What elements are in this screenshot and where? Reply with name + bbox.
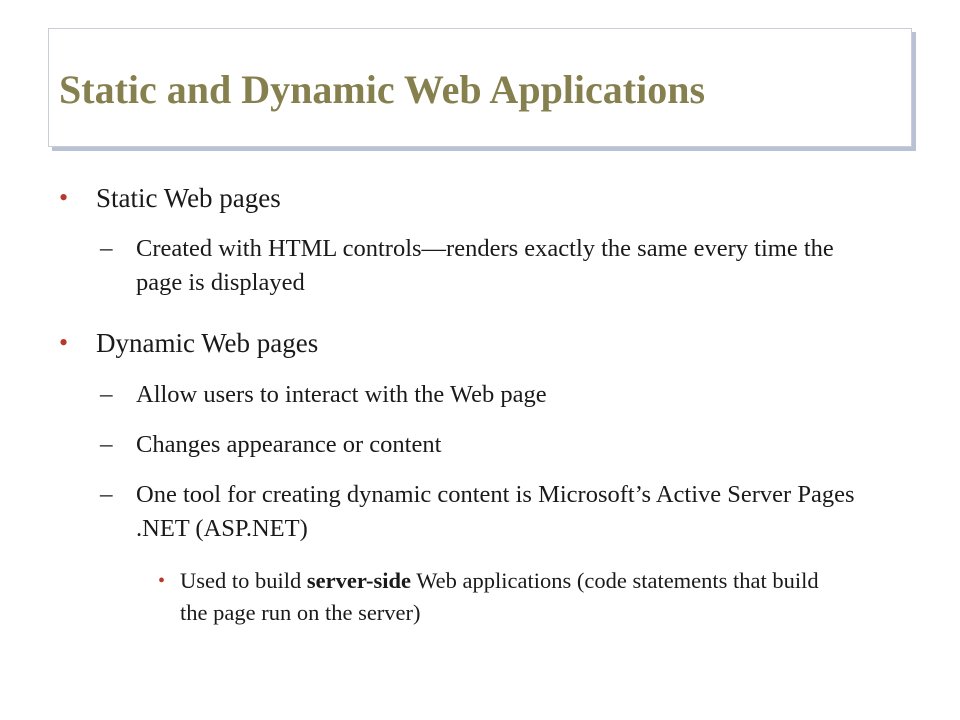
subbullet-text: Allow users to interact with the Web page (136, 381, 547, 408)
dash-marker: – (100, 431, 113, 458)
subbullet-text: One tool for creating dynamic content is Microsoft’s Active Server Pages .NET (ASP.NET) (136, 481, 855, 542)
subsubbullet-text (180, 565, 820, 629)
bullet-marker: • (59, 183, 69, 212)
dash-marker: – (100, 381, 113, 408)
bold-term-server-side: server-side (306, 568, 411, 593)
dash-marker: – (100, 481, 113, 508)
slide-title: Static and Dynamic Web Applications (59, 67, 706, 112)
subbullet-text: Changes appearance or content (136, 431, 442, 458)
bullet-text: Static Web pages (96, 183, 281, 213)
bullet-marker: • (158, 570, 166, 592)
text-before: Used to build (180, 568, 307, 593)
dash-marker: – (100, 235, 113, 262)
text-after: Web applications (code statements that build the page run on the server) (180, 568, 819, 625)
subbullet-text: Created with HTML controls—renders exactly the same every time the page is displayed (136, 235, 834, 296)
bullet-text: Dynamic Web pages (96, 328, 319, 358)
bullet-marker: • (59, 328, 69, 357)
